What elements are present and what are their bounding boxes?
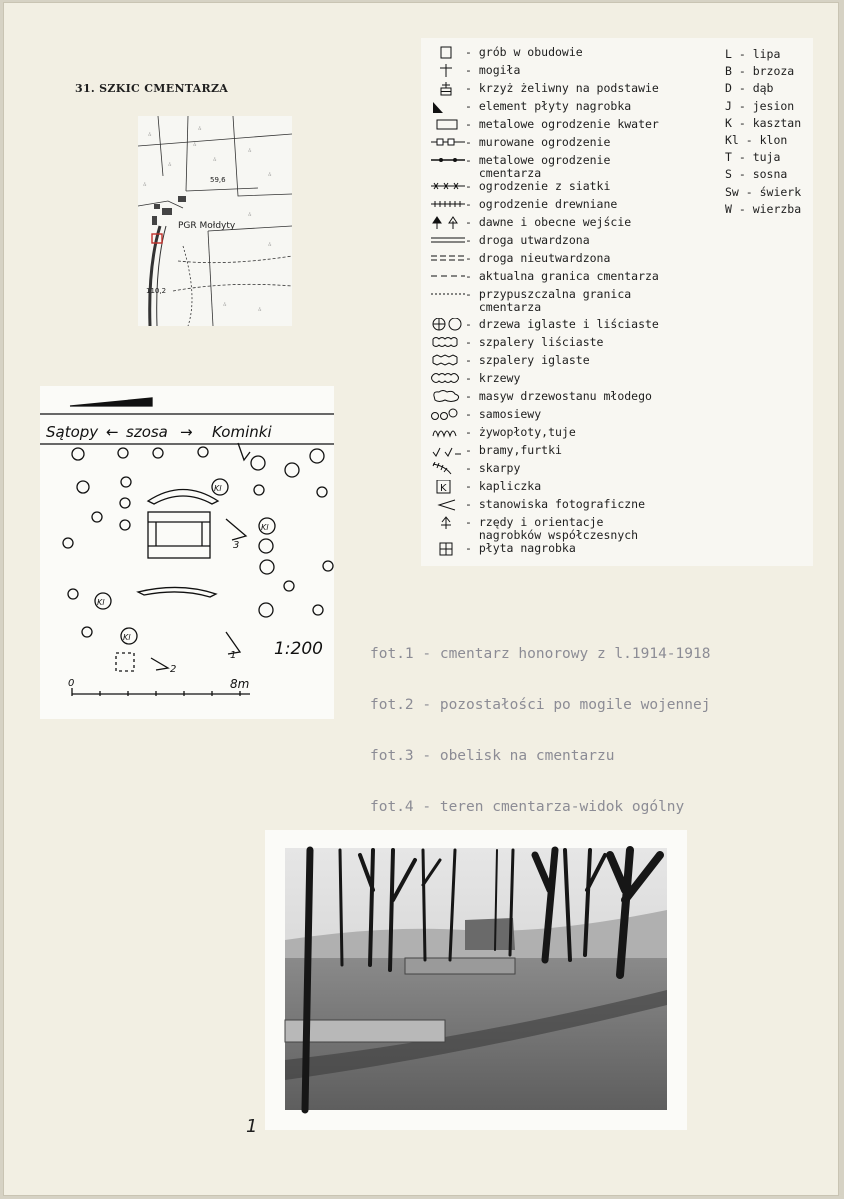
- map-place-label: PGR Mołdyty: [178, 221, 236, 231]
- tree-label-4: Kl: [123, 633, 131, 642]
- svg-text:∴: ∴: [148, 131, 152, 138]
- tree-label-1: Kl: [214, 484, 222, 493]
- unpaved-road-icon: [431, 252, 465, 265]
- svg-text:→: →: [180, 423, 193, 441]
- trees-icon: [431, 318, 465, 331]
- svg-text:∴: ∴: [268, 171, 272, 178]
- wooden-fence-icon: [431, 198, 465, 211]
- current-border-icon: [431, 270, 465, 283]
- chapel-icon: [431, 480, 465, 493]
- legend-item: [431, 408, 541, 421]
- svg-text:∴: ∴: [168, 161, 172, 168]
- svg-text:∴: ∴: [268, 241, 272, 248]
- legend-item: [431, 426, 576, 439]
- svg-text:∴: ∴: [248, 211, 252, 218]
- tree-label-3: Kl: [97, 598, 105, 607]
- legend-item-label: - szpalery liściaste: [465, 335, 604, 349]
- legend-item: [431, 288, 631, 314]
- photo-caption-2: fot.2 - pozostałości po mogile wojennej: [370, 697, 711, 713]
- young-stand-icon: [431, 390, 465, 403]
- legend-item-label: - droga utwardzona: [465, 233, 590, 247]
- sketch-drawing: [40, 386, 334, 719]
- tomb-slab-icon: [431, 542, 465, 555]
- tree-abbreviation: S - sosna: [725, 167, 788, 182]
- legend-item: [431, 64, 520, 77]
- legend-item: [431, 270, 659, 283]
- map-drawing: [138, 116, 292, 326]
- document-page: [3, 2, 839, 1196]
- scale-start: 0: [68, 678, 75, 689]
- tree-abbreviation: D - dąb: [725, 81, 774, 96]
- north-arrow-icon: [70, 398, 152, 406]
- legend-item-label: - grób w obudowie: [465, 45, 583, 59]
- legend-item: [431, 46, 583, 59]
- legend-item: [431, 100, 631, 113]
- photo-caption-4: fot.4 - teren cmentarza-widok ogólny: [370, 799, 685, 815]
- entrance-icon: [431, 216, 465, 229]
- svg-text:∴: ∴: [258, 306, 262, 313]
- wire-fence-icon: [431, 180, 465, 193]
- svg-text:∴: ∴: [248, 147, 252, 154]
- cross-icon: [431, 64, 465, 77]
- tree-label-2: Kl: [261, 523, 269, 532]
- legend-item-label: - ogrodzenie drewniane: [465, 197, 618, 211]
- legend-item: [431, 444, 562, 457]
- legend-item-label: - rzędy i orientacje nagrobków współczesnych: [465, 515, 639, 542]
- legend-item-label: - stanowiska fotograficzne: [465, 497, 646, 511]
- svg-text:∴: ∴: [143, 181, 147, 188]
- map-elevation-1: 59,6: [210, 176, 226, 184]
- hedge-icon: [431, 426, 465, 439]
- road-label-right: Kominki: [212, 423, 272, 441]
- grave-box-icon: [431, 46, 465, 59]
- gates-icon: [431, 444, 465, 457]
- conifer-rows-icon: [431, 354, 465, 367]
- legend-item-label: - płyta nagrobka: [465, 541, 576, 555]
- masonry-fence-icon: [431, 136, 465, 149]
- legend-item: [431, 82, 659, 95]
- tree-abbreviation: Sw - świerk: [725, 184, 802, 199]
- legend-item-label: - metalowe ogrodzenie kwater: [465, 117, 659, 131]
- legend-item: [431, 216, 631, 229]
- legend-item-label: - kapliczka: [465, 479, 542, 493]
- photo-caption-3: fot.3 - obelisk na cmentarzu: [370, 748, 615, 764]
- deciduous-rows-icon: [431, 336, 465, 349]
- paved-road-icon: [431, 234, 465, 247]
- legend-item: [431, 136, 610, 149]
- cemetery-photograph: [265, 830, 687, 1130]
- legend-item-label: - krzewy: [465, 371, 521, 385]
- svg-text:∴: ∴: [223, 301, 227, 308]
- legend-item: [431, 498, 645, 511]
- photo-position-1: 1: [230, 650, 237, 661]
- page-title: 31. SZKIC CMENTARZA: [75, 82, 229, 95]
- tree-abbreviation: K - kasztan: [725, 115, 802, 130]
- tree-abbreviation: W - wierzba: [725, 201, 802, 216]
- photo-number: 1: [246, 1116, 258, 1137]
- svg-text:∴: ∴: [198, 125, 202, 132]
- legend-item: [431, 542, 576, 555]
- legend-item: [431, 390, 652, 403]
- legend-item-label: - bramy,furtki: [465, 443, 562, 457]
- grave-rows-icon: [431, 516, 465, 529]
- location-map: [138, 116, 292, 326]
- road-label-mid: szosa: [126, 423, 168, 441]
- photo-position-3: 3: [233, 540, 240, 551]
- legend-item-label: - dawne i obecne wejście: [465, 215, 632, 229]
- legend-item-label: - element płyty nagrobka: [465, 99, 632, 113]
- svg-text:K: K: [440, 483, 447, 494]
- legend-item-label: - żywopłoty,tuje: [465, 425, 576, 439]
- legend-item-label: - samosiewy: [465, 407, 542, 421]
- sketch-scale: 1:200: [274, 639, 323, 659]
- cast-iron-cross-icon: [431, 82, 465, 95]
- tree-abbreviation: L - lipa: [725, 47, 781, 61]
- legend-item-label: - szpalery iglaste: [465, 353, 590, 367]
- presumed-border-icon: [431, 288, 465, 301]
- shrubs-icon: [431, 372, 465, 385]
- legend-item: [431, 462, 520, 475]
- legend-item: [431, 180, 610, 193]
- tree-abbreviation: J - jesion: [725, 98, 795, 113]
- map-elevation-2: 110,2: [146, 287, 167, 295]
- svg-text:∴: ∴: [193, 141, 197, 148]
- legend-item-label: - krzyż żeliwny na podstawie: [465, 81, 659, 95]
- legend-item-label: - metalowe ogrodzenie cmentarza: [465, 153, 611, 180]
- legend-item: [431, 336, 603, 349]
- svg-text:∴: ∴: [213, 156, 217, 163]
- photo-position-icon: [431, 498, 465, 511]
- legend-item-label: - droga nieutwardzona: [465, 251, 611, 265]
- legend-item: [431, 234, 590, 247]
- slopes-icon: [431, 462, 465, 475]
- self-seeding-icon: [431, 408, 465, 421]
- metal-fence-cemetery-icon: [431, 154, 465, 167]
- tree-abbreviation: B - brzoza: [725, 64, 795, 79]
- metal-fence-quarter-icon: [431, 118, 465, 131]
- road-label-left: Sątopy: [46, 423, 99, 441]
- legend-item: [431, 372, 520, 385]
- legend-item-label: - przypuszczalna granica cmentarza: [465, 287, 632, 314]
- legend-item-label: - ogrodzenie z siatki: [465, 179, 611, 193]
- legend-item: [431, 354, 590, 367]
- svg-text:←: ←: [106, 423, 119, 441]
- photo-captions: [370, 612, 710, 850]
- legend-item: [431, 252, 610, 265]
- photo-caption-1: fot.1 - cmentarz honorowy z l.1914-1918: [370, 646, 711, 662]
- scale-end: 8m: [230, 677, 250, 691]
- legend-item-label: - aktualna granica cmentarza: [465, 269, 659, 283]
- legend-item: [431, 154, 610, 180]
- legend-item-label: - drzewa iglaste i liściaste: [465, 317, 659, 331]
- tree-abbreviation: Kl - klon: [725, 133, 788, 147]
- legend-item: [431, 480, 541, 493]
- photo-position-2: 2: [170, 664, 177, 675]
- legend-item: [431, 118, 659, 131]
- legend-item-label: - skarpy: [465, 461, 521, 475]
- cemetery-sketch: [40, 386, 334, 719]
- legend-item: [431, 198, 617, 211]
- legend-item-label: - mogiła: [465, 63, 521, 77]
- legend-item-label: - masyw drzewostanu młodego: [465, 389, 652, 403]
- tree-abbreviation: T - tuja: [725, 150, 781, 165]
- legend-item: [431, 516, 638, 542]
- legend-item: [431, 318, 659, 331]
- tombstone-element-icon: [431, 100, 465, 113]
- legend: [421, 38, 813, 566]
- photo-image: [265, 830, 687, 1130]
- legend-item-label: - murowane ogrodzenie: [465, 135, 611, 149]
